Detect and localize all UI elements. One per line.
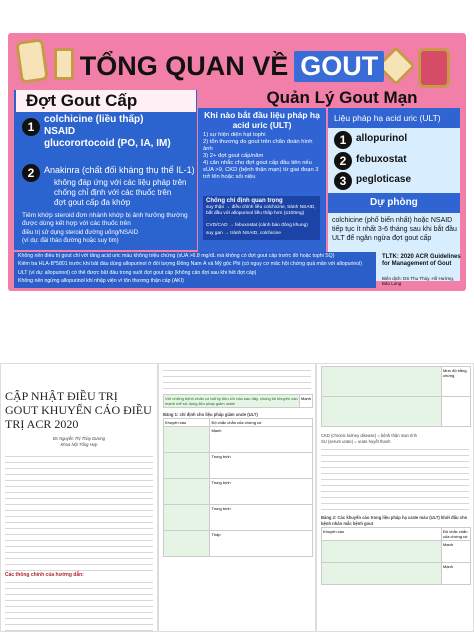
table-top-cell <box>442 397 471 427</box>
table1-strength: Mạnh <box>210 427 313 453</box>
when-item-1: 1) sự hiện diện hạt tophi <box>203 132 266 138</box>
table-top-header: Mức độ bằng chứng <box>442 367 471 397</box>
acute-bullet-3: đợt gout cấp đa khớp <box>54 198 131 207</box>
table1-row <box>164 531 210 557</box>
page3-text <box>321 445 469 515</box>
table1-strength: Trung bình <box>210 453 313 479</box>
ckd-def: CKD (chronic kidney disease) = bệnh thận mạn tính <box>321 433 418 438</box>
table1-row <box>164 427 210 453</box>
drug-allopurinol: allopurinol <box>356 133 408 144</box>
steroid-note-3: (ví dụ: đái tháo đường hoặc suy tim) <box>22 238 119 244</box>
when-item-4: 4) cân nhắc cho đợt gout cấp đầu tiên nếu sUA >9, CKD (bệnh thận mạn) từ giai đoạn 3 trở lên hoặc sỏi niệu <box>203 160 319 180</box>
document-section-heading: Các thông chính của hướng dẫn: <box>5 572 84 578</box>
prevention-1: colchicine (phổ biến nhất) hoặc NSAID <box>332 217 453 224</box>
table-top <box>321 366 471 427</box>
table-a-strength: Mạnh <box>299 395 312 408</box>
prevention-2: tiếp tục ít nhất 3-6 tháng sau khi bắt đầu ULT để ngăn ngừa đợt gout cấp <box>332 226 457 242</box>
document-page-1 <box>0 363 158 632</box>
when-item-3: 3) 2+ đợt gout cấp/năm <box>203 153 264 159</box>
table2-title: Bảng 2: Các khuyến cáo trong liệu pháp hạ urate máu (ULT) khởi đầu cho bệnh nhân mắc bệnh gout <box>321 515 468 526</box>
table1-row <box>164 479 210 505</box>
document-dept: Khoa Nội Tổng Hợp <box>60 442 98 447</box>
document-page-2 <box>158 363 316 632</box>
recommendation-table-a <box>163 394 313 408</box>
page2-text <box>163 366 311 394</box>
book-decoration <box>418 48 450 88</box>
table2-row <box>322 563 442 585</box>
table2-header-strength: Độ chắc chắn của chứng cứ <box>442 528 471 541</box>
acute-line-1: colchicine (liều thấp) <box>44 114 144 125</box>
note-3: ULT (ví dụ: allopurinol) có thể được bắt đầu trong suốt đợt gout cấp (không cần đợi sau khi hết đợt cấp) <box>18 270 257 276</box>
table-top-row <box>322 397 442 427</box>
anakinra-label: Anakinra (chất đối kháng thụ thể IL-1) <box>44 165 195 175</box>
acute-gout-title: Đợt Gout Cấp <box>16 90 196 112</box>
table1-title: Bảng 1: chỉ định cho liệu pháp giảm urate (ULT) <box>163 412 258 417</box>
drug-pegloticase: pegloticase <box>356 174 412 185</box>
ult-1-badge: 1 <box>334 131 352 149</box>
when-start-ult-title: Khi nào bắt đầu liệu pháp hạ acid uric (ULT) <box>204 110 320 130</box>
steroid-note-2: điều trị sử dụng steroid đường uống/NSAID <box>22 230 139 236</box>
su-def: SU (serum urate) = urate huyết thanh <box>321 439 391 444</box>
document-body-text <box>5 452 153 572</box>
chronic-gout-title: Quản Lý Gout Mạn <box>266 88 418 107</box>
contraindication-1: suy thận → điều chỉnh liều colchicine, tránh NSAID, bắt đầu với allopurinol liều thấp hơn (≤100mg) <box>206 205 316 216</box>
table1-header-rec: Khuyến cáo <box>164 419 210 427</box>
authors: Biên dịch: DS Thu Thủy, Hồ Hường, Bảo Long <box>382 276 454 286</box>
table1-header-strength: Độ chắc chắn của chứng cứ <box>210 419 313 427</box>
document-page-3 <box>316 363 474 632</box>
table2-strength: Mạnh <box>442 541 471 563</box>
table2-header-rec: Khuyến cáo <box>322 528 442 541</box>
table-top-row <box>322 367 442 397</box>
document-body-text-2 <box>5 578 153 632</box>
table1-strength: Thấp <box>210 531 313 557</box>
contraindication-title: Chống chỉ định quan trọng <box>206 198 283 204</box>
acute-step-2-badge: 2 <box>22 164 40 182</box>
note-1: Không nên điều trị gout chỉ với tăng acid uric máu không triệu chứng (sUA >6.8 mg/dL mà không có đợt gout cấp trước đó hoặc tophi SQ) <box>18 253 335 259</box>
note-2: Kiểm tra HLA-B*5801 trước khi bắt đầu dùng allopurinol ở đối tượng Đông Nam Á và Mỹ gốc Phi (có nguy cơ mắc hội chứng quá mẫn với allopurinol) <box>18 261 363 267</box>
when-item-2: 2) tổn thương do gout trên chẩn đoán hình ảnh <box>203 139 313 152</box>
ult-title: Liệu pháp hạ acid uric (ULT) <box>334 113 441 123</box>
acute-bullet-2: chống chỉ định với các thuốc trên <box>54 188 172 197</box>
table2 <box>321 527 471 585</box>
table1-strength: Trung bình <box>210 479 313 505</box>
acute-line-3: glucorortocoid (PO, IA, IM) <box>44 138 171 149</box>
steroid-note: Tiêm khớp steroid đơn nhánh khớp bị ảnh hưởng thường được dùng kết hợp với các thuốc trên <box>22 212 188 227</box>
table1-row <box>164 453 210 479</box>
document-title: CẬP NHẬT ĐIỀU TRỊ GOUT KHUYẾN CÁO ĐIỀU TRỊ ACR 2020 <box>5 389 152 431</box>
note-4: Không nên ngừng allopurinol khi nhập viện vì tổn thương thận cấp (AKI) <box>18 278 184 284</box>
document-author: Bs Nguyễn Thị Thùy Dương <box>53 436 105 441</box>
acute-bullet-1: không đáp ứng với các liệu pháp trên <box>54 178 187 187</box>
contraindication-2: CVD/CAD → febuxostat (cảnh báo đóng khung) <box>206 223 308 228</box>
ult-2-badge: 2 <box>334 152 352 170</box>
reference: TLTK: 2020 ACR Guidelines for Management of Gout <box>382 254 461 267</box>
table1-strength: Trung bình <box>210 505 313 531</box>
acute-step-1-badge: 1 <box>22 118 40 136</box>
table2-strength: Mạnh <box>442 563 471 585</box>
shoe-decoration <box>15 38 49 83</box>
ult-3-badge: 3 <box>334 172 352 190</box>
contraindication-3: suy gan → tránh NSAID, colchicine <box>206 231 281 236</box>
table1-row <box>164 505 210 531</box>
prevention-title: Dự phòng <box>370 197 418 208</box>
acute-line-2: NSAID <box>44 126 76 137</box>
infographic-title: TỔNG QUAN VỀ GOUT <box>62 46 402 86</box>
drug-febuxostat: febuxostat <box>356 154 407 165</box>
table1 <box>163 418 313 557</box>
table2-row <box>322 541 442 563</box>
table-a-cell: Với những bệnh nhân có bất kỳ tiêu chí nào sau đây, chúng tôi khuyến cáo mạnh mẽ sử dụng liệu pháp giảm urate <box>165 396 298 406</box>
